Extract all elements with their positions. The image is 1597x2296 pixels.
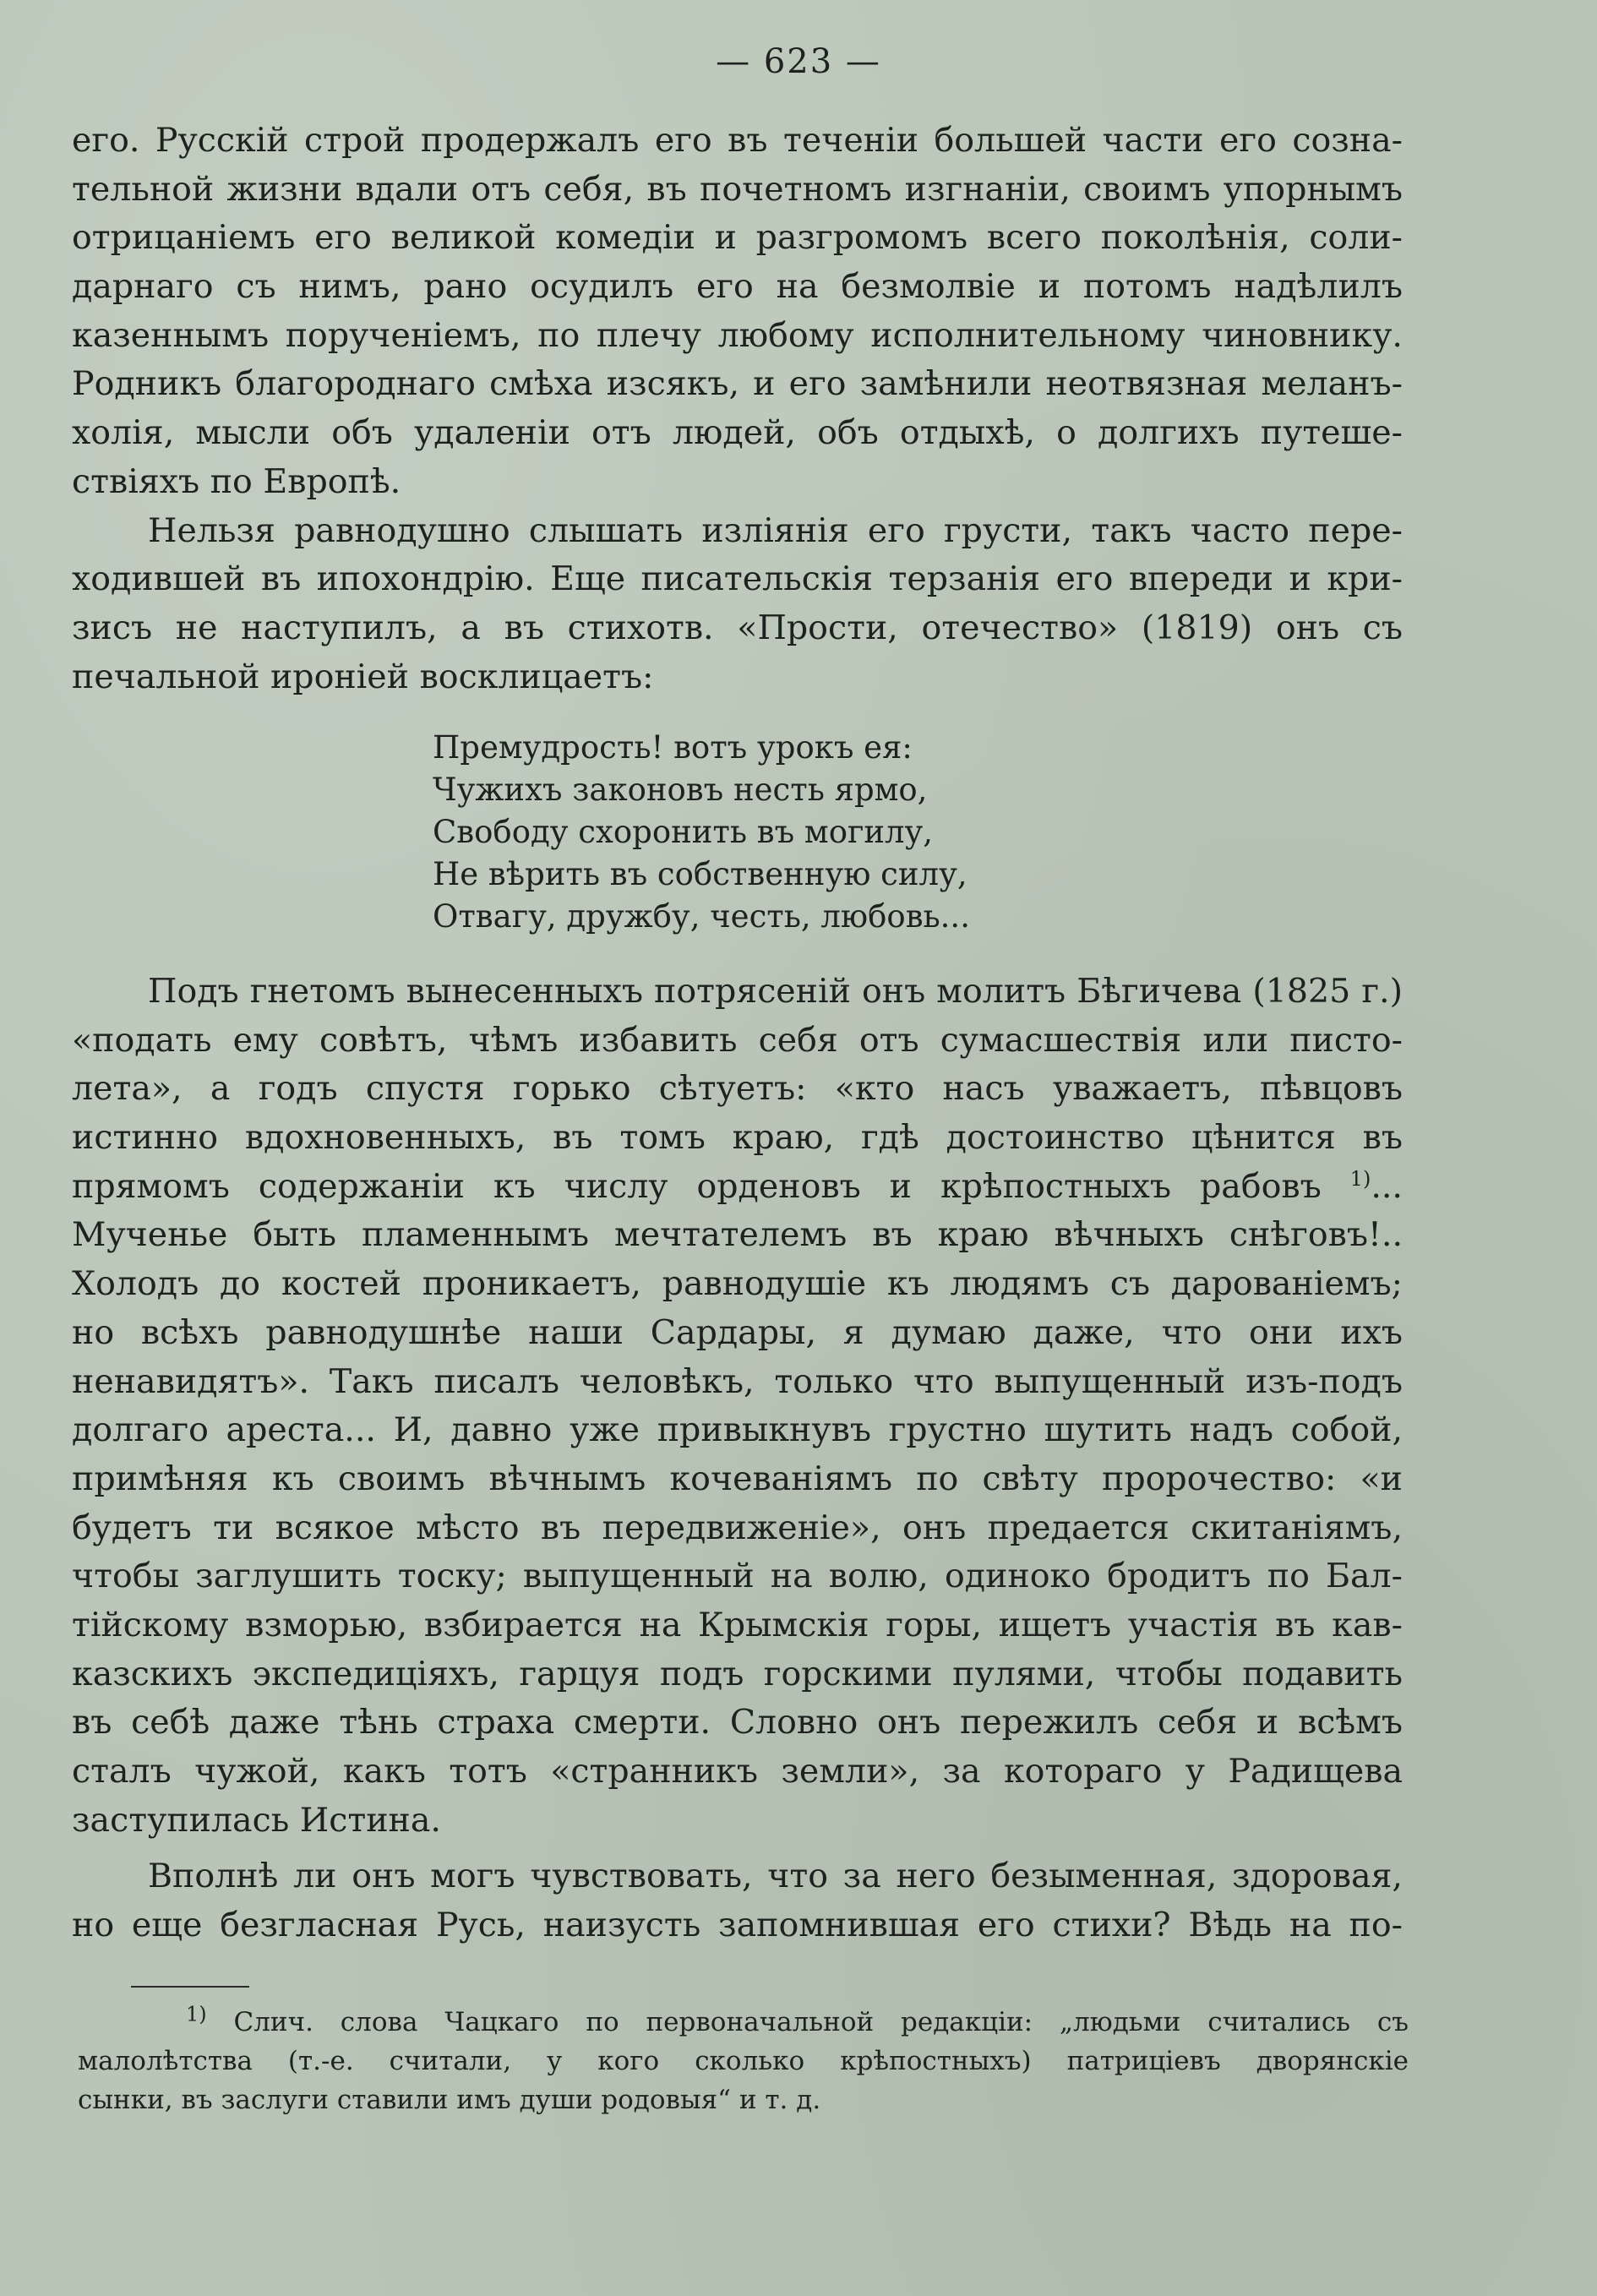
text-line: зисъ не наступилъ, а въ стихотв. «Прости, отечество» (1819) онъ съ bbox=[72, 608, 1403, 647]
paragraph-2 bbox=[72, 507, 1403, 702]
footnote-divider bbox=[131, 1986, 249, 1988]
verse-line: Не вѣрить въ собственную силу, bbox=[433, 856, 967, 892]
text-line: «подать ему совѣтъ, чѣмъ избавить себя отъ сумасшествія или писто- bbox=[72, 1020, 1403, 1060]
footnote-line bbox=[78, 2003, 1409, 2042]
paragraph-3 bbox=[72, 968, 1403, 1845]
verse-line: Отвагу, дружбу, честь, любовь... bbox=[433, 898, 970, 935]
footnote-text: Слич. слова Чацкаго по первоначальной редакціи: „людьми считались съ bbox=[233, 2007, 1409, 2037]
text-line: казскихъ экспедиціяхъ, гарцуя подъ горскими пулями, чтобы подавить bbox=[72, 1654, 1403, 1693]
page-number: — 623 — bbox=[716, 42, 881, 81]
verse-line: Чужихъ законовъ несть ярмо, bbox=[433, 772, 928, 808]
text-line: въ себѣ даже тѣнь страха смерти. Словно онъ пережилъ себя и всѣмъ bbox=[72, 1703, 1403, 1742]
text-line: Мученье быть пламеннымъ мечтателемъ въ краю вѣчныхъ снѣговъ!.. bbox=[72, 1215, 1403, 1255]
text-line: ствіяхъ по Европѣ. bbox=[72, 461, 401, 501]
text-line: истинно вдохновенныхъ, въ томъ краю, гдѣ достоинство цѣнится въ bbox=[72, 1118, 1403, 1158]
paragraph-1 bbox=[72, 117, 1403, 507]
text-line: примѣняя къ своимъ вѣчнымъ кочеваніямъ по свѣту пророчество: «и bbox=[72, 1459, 1403, 1498]
text-line: печальной ироніей восклицаетъ: bbox=[72, 657, 654, 696]
line-text: прямомъ содержаніи къ числу орденовъ и крѣпостныхъ рабовъ bbox=[72, 1166, 1322, 1206]
text-line: Нельзя равнодушно слышать изліянія его грусти, такъ часто пере- bbox=[148, 510, 1403, 550]
footnote-marker: 1) bbox=[186, 2003, 207, 2026]
text-line: Подъ гнетомъ вынесенныхъ потрясеній онъ молитъ Бѣгичева (1825 г.) bbox=[148, 972, 1403, 1011]
text-line: Вполнѣ ли онъ могъ чувствовать, что за него безыменная, здоровая, bbox=[148, 1857, 1403, 1895]
text-line: но еще безгласная Русь, наизусть запомнившая его стихи? Вѣдь на по- bbox=[72, 1905, 1403, 1944]
text-line: долгаго ареста... И, давно уже привыкнувъ грустно шутить надъ собой, bbox=[72, 1410, 1403, 1450]
footnote-reference[interactable]: 1) bbox=[1349, 1166, 1371, 1191]
text-line: заступилась Истина. bbox=[72, 1800, 441, 1840]
text-line: ненавидятъ». Такъ писалъ человѣкъ, только что выпущенный изъ-подъ bbox=[72, 1361, 1403, 1401]
text-line: чтобы заглушить тоску; выпущенный на волю, одиноко бродитъ по Бал- bbox=[72, 1557, 1403, 1596]
footnote-line: сынки, въ заслуги ставили имъ души родовыя“ и т. д. bbox=[78, 2085, 821, 2115]
text-line: казеннымъ порученіемъ, по плечу любому исполнительному чиновнику. bbox=[72, 315, 1403, 355]
text-line: будетъ ти всякое мѣсто въ передвиженіе», онъ предается скитаніямъ, bbox=[72, 1508, 1403, 1547]
text-line: отрицаніемъ его великой комедіи и разгромомъ всего поколѣнія, соли- bbox=[72, 218, 1403, 258]
text-line: дарнаго съ нимъ, рано осудилъ его на безмолвіе и потомъ надѣлилъ bbox=[72, 267, 1403, 307]
main-text-upper bbox=[72, 117, 1403, 701]
text-line: Родникъ благороднаго смѣха изсякъ, и его замѣнили неотвязная меланъ- bbox=[72, 364, 1403, 404]
text-line: но всѣхъ равнодушнѣе наши Сардары, я думаю даже, что они ихъ bbox=[72, 1312, 1403, 1352]
paragraph-4 bbox=[72, 1852, 1403, 1950]
text-line: холія, мысли объ удаленіи отъ людей, объ отдыхѣ, о долгихъ путеше- bbox=[72, 413, 1403, 453]
text-line: ходившей въ ипохондрію. Еще писательскія терзанія его впереди и кри- bbox=[72, 559, 1403, 599]
ellipsis: ... bbox=[1371, 1166, 1403, 1206]
text-line: его. Русскій строй продержалъ его въ теченіи большей части его созна- bbox=[72, 121, 1403, 160]
text-line-with-footnote bbox=[72, 1163, 1403, 1212]
text-line: Холодъ до костей проникаетъ, равнодушіе къ людямъ съ дарованіемъ; bbox=[72, 1264, 1403, 1304]
verse-line: Свободу схоронить въ могилу, bbox=[433, 814, 934, 850]
text-line: тельной жизни вдали отъ себя, въ почетномъ изгнаніи, своимъ упорнымъ bbox=[72, 169, 1403, 209]
verse-quote bbox=[433, 727, 970, 938]
verse-line: Премудрость! вотъ урокъ ея: bbox=[433, 729, 913, 766]
text-line: лета», а годъ спустя горько сѣтуетъ: «кто насъ уважаетъ, пѣвцовъ bbox=[72, 1069, 1403, 1109]
text-line: сталъ чужой, какъ тотъ «странникъ земли», за котораго у Радищева bbox=[72, 1752, 1403, 1791]
main-text-lower bbox=[72, 1852, 1403, 1950]
footnote bbox=[78, 2003, 1409, 2119]
footnote-line: малолѣтства (т.-е. считали, у кого сколько крѣпостныхъ) патриціевъ дворянскіе bbox=[78, 2046, 1409, 2076]
main-text-middle bbox=[72, 968, 1403, 1845]
text-line: тійскому взморью, взбирается на Крымскія горы, ищетъ участія въ кав- bbox=[72, 1605, 1403, 1644]
